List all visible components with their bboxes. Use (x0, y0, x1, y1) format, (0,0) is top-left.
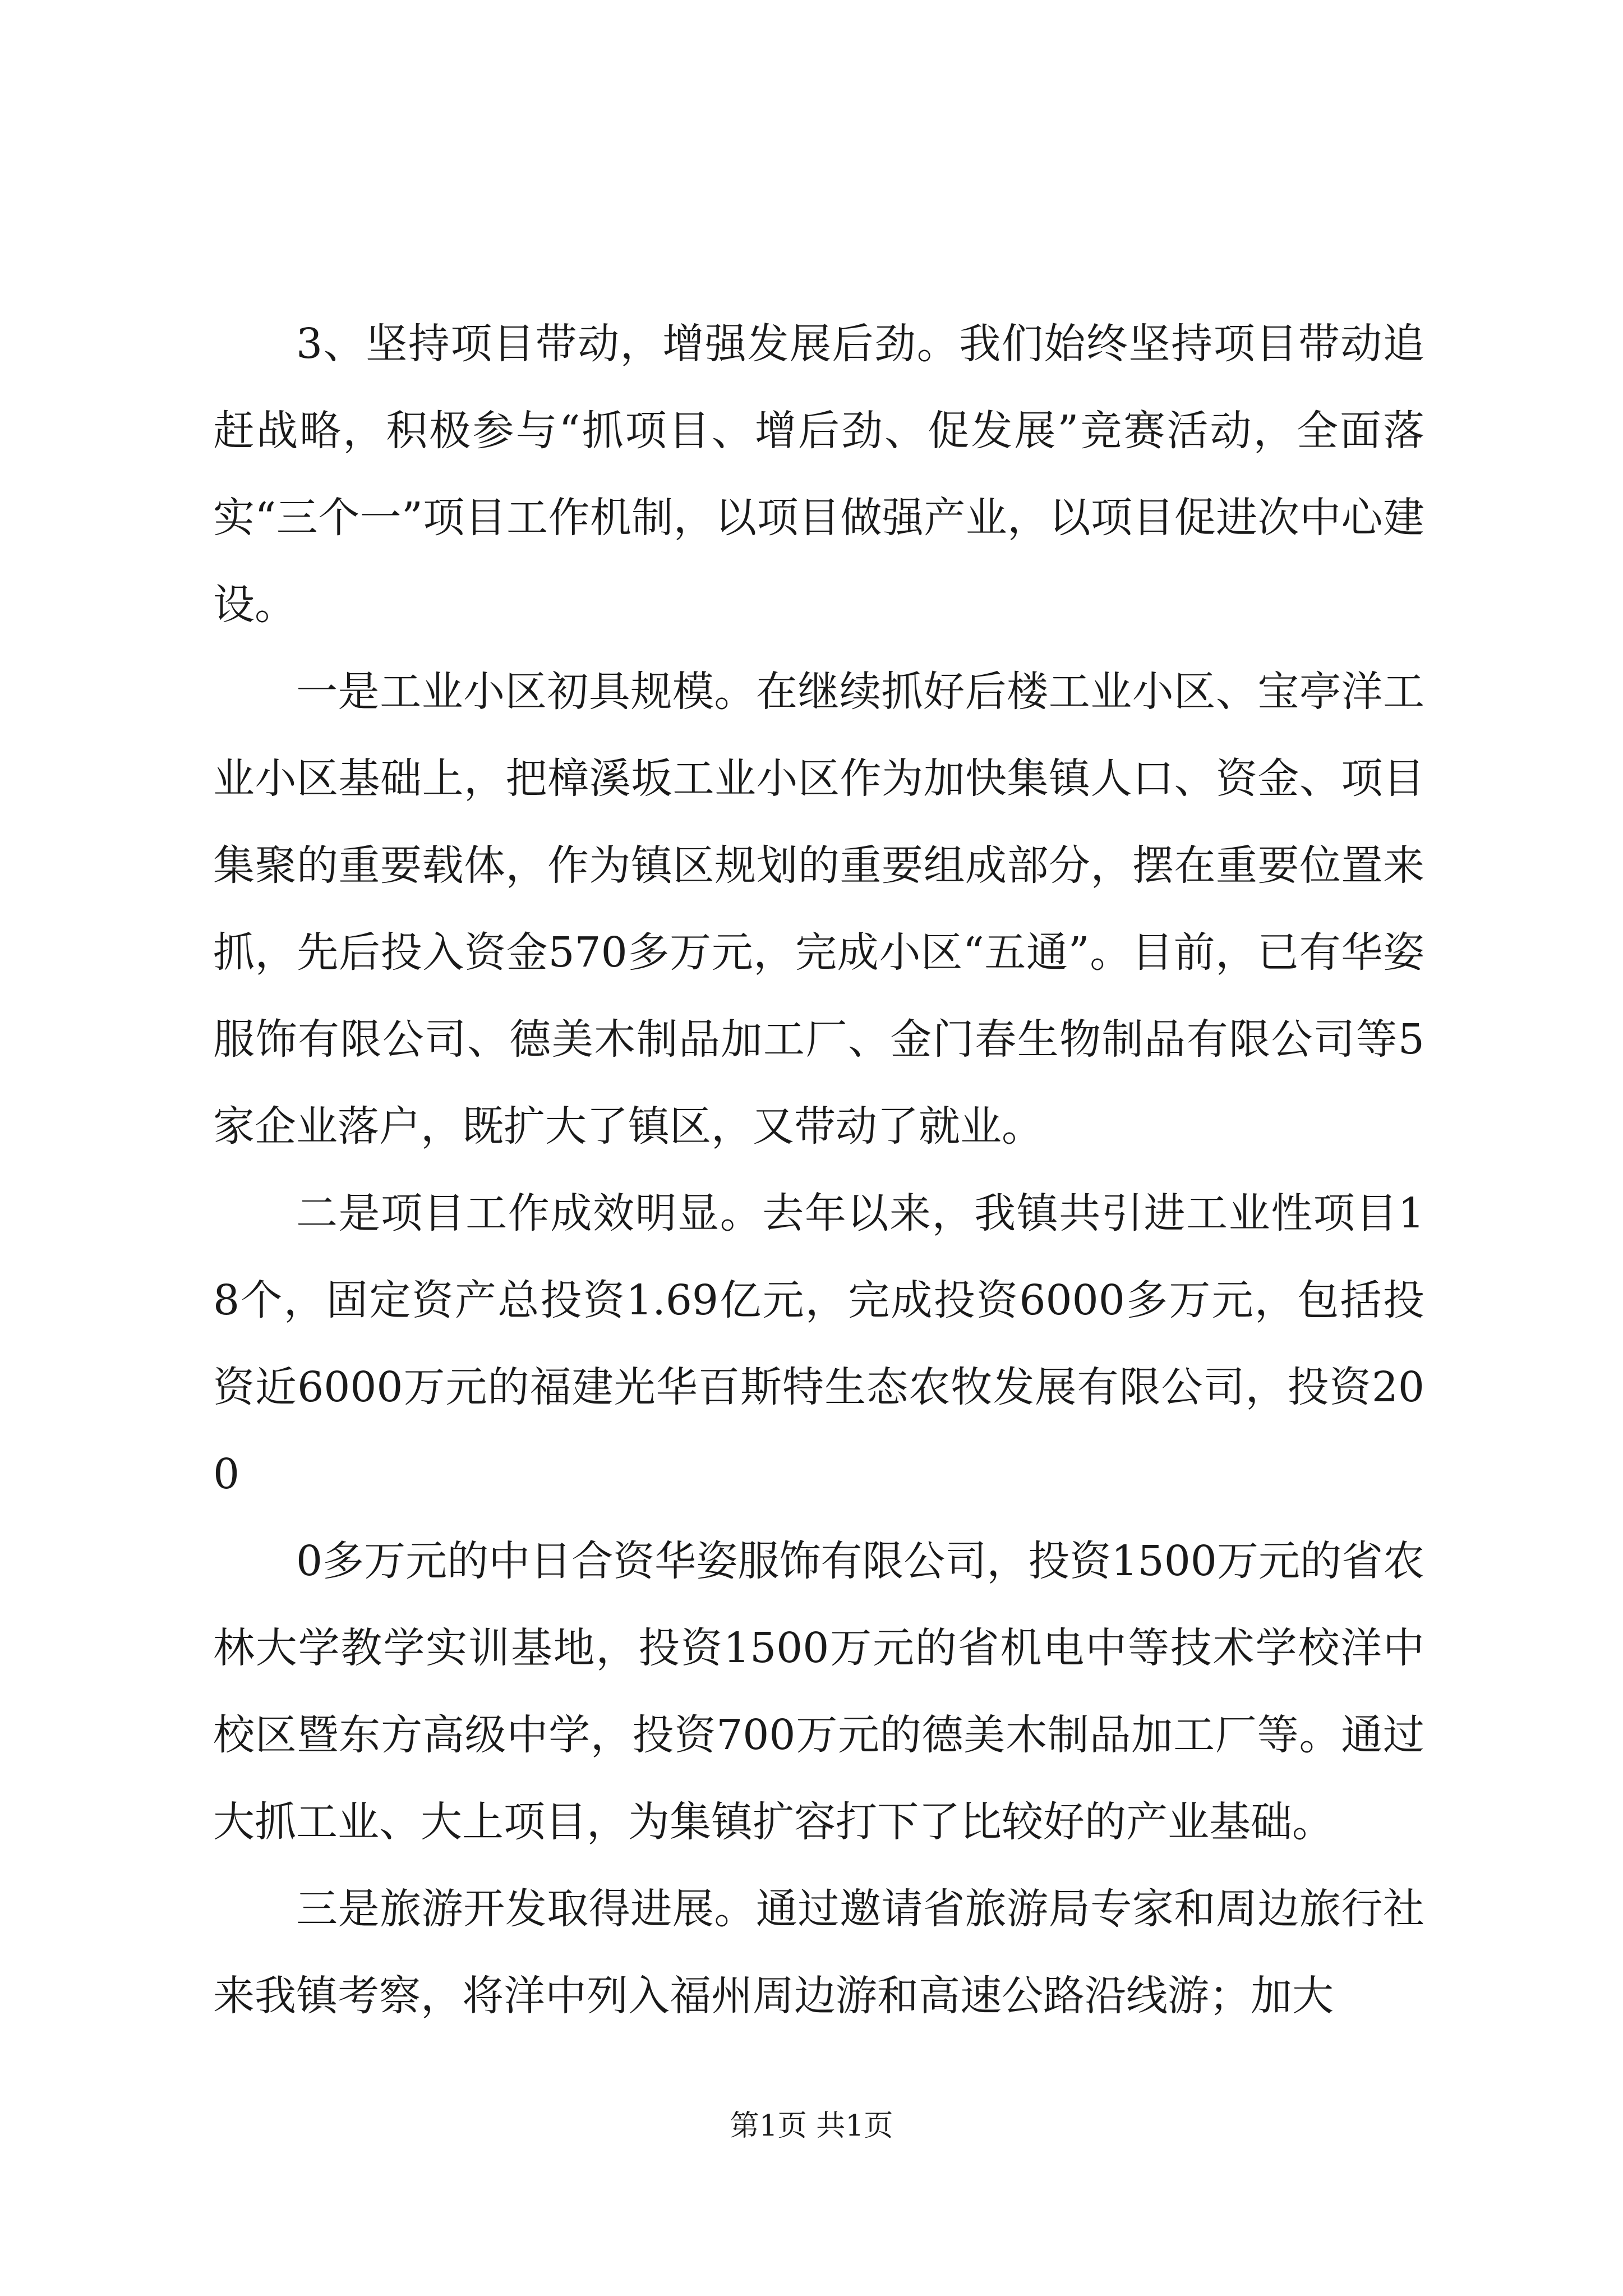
paragraph-project-results-continued: 0多万元的中日合资华姿服饰有限公司，投资1500万元的省农林大学教学实训基地，投资1500万元的省机电中等技术学校洋中校区暨东方高级中学，投资700万元的德美木制品加工厂等。通过大抓工业、大上项目，为集镇扩容打下了比较好的产业基础。 (213, 1537, 1424, 1846)
paragraph-industrial-zone: 一是工业小区初具规模。在继续抓好后楼工业小区、宝亭洋工业小区基础上，把樟溪坂工业小区作为加快集镇人口、资金、项目集聚的重要载体，作为镇区规划的重要组成部分，摆在重要位置来抓，先后投入资金570多万元，完成小区“五通”。目前，已有华姿服饰有限公司、德美木制品加工厂、金门春生物制品有限公司等5家企业落户，既扩大了镇区，又带动了就业。 (213, 668, 1424, 1151)
paragraph-project-drive: 3、坚持项目带动，增强发展后劲。我们始终坚持项目带动追赶战略，积极参与“抓项目、增后劲、促发展”竞赛活动，全面落实“三个一”项目工作机制，以项目做强产业，以项目促进次中心建设。 (213, 320, 1424, 629)
document-body (213, 301, 1424, 2040)
paragraph-project-results: 二是项目工作成效明显。去年以来，我镇共引进工业性项目18个，固定资产总投资1.69亿元，完成投资6000多万元，包括投资近6000万元的福建光华百斯特生态农牧发展有限公司，投资200 (213, 1189, 1424, 1498)
page-footer: 第1页 共1页 (730, 2109, 893, 2143)
paragraph-tourism: 三是旅游开发取得进展。通过邀请省旅游局专家和周边旅行社来我镇考察，将洋中列入福州周边游和高速公路沿线游；加大 (213, 1885, 1424, 2020)
